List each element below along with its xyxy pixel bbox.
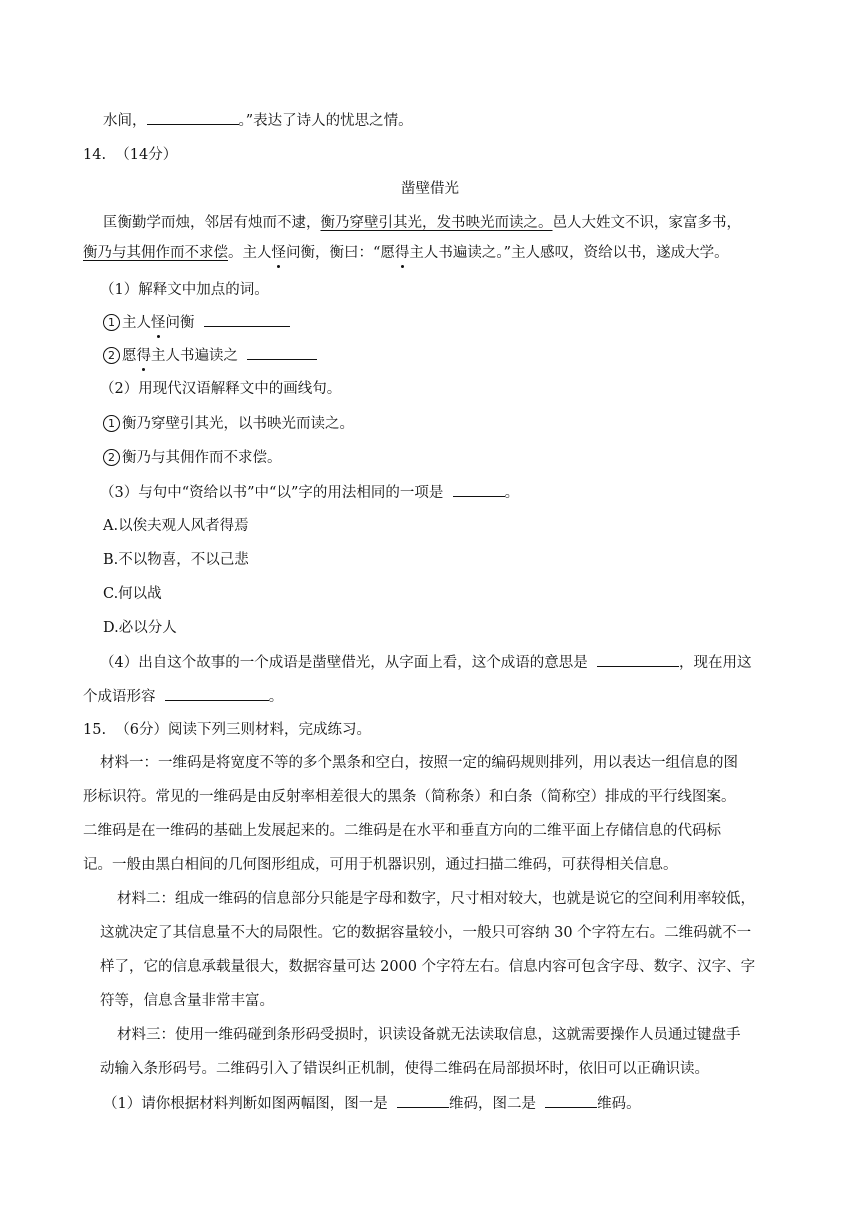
q14-score: （14分）	[115, 147, 178, 163]
question-prompt: （1）请你根据材料判断如图两幅图，图一是	[103, 1096, 388, 1112]
item-text: 愿	[122, 348, 137, 364]
item-text: 主人书遍读之	[151, 348, 238, 364]
material-text: 二维码是在一维码的基础上发展起来的。二维码是在水平和垂直方向的二维平面上存储信息的代码标	[83, 823, 721, 839]
question-prompt: 。	[504, 485, 520, 501]
underlined-sentence-1: 衡乃穿壁引其光，发书映光而读之。	[320, 215, 553, 231]
question-prompt: 维码。	[597, 1096, 641, 1112]
q14-header	[83, 145, 177, 165]
dotted-word-de: 得	[394, 245, 410, 261]
option-b[interactable]	[103, 550, 249, 570]
q14-sub1-item1	[103, 312, 290, 333]
material-2-line	[100, 957, 755, 977]
answer-blank[interactable]	[545, 1093, 597, 1108]
passage-text: 匡衡勤学而烛，邻居有烛而不逮，	[103, 215, 321, 231]
material-1-line	[83, 787, 736, 807]
material-text: 动输入条形码号。二维码引入了错误纠正机制，使得二维码在局部损坏时，依旧可以正确识读。	[100, 1061, 709, 1077]
material-2-line	[100, 923, 751, 943]
answer-blank[interactable]	[597, 652, 679, 667]
q14-sub2-item2	[103, 448, 282, 468]
material-text: 形标识符。常见的一维码是由反射率相差很大的黑条（简称条）和白条（简称空）排成的平行线图案。	[83, 789, 736, 805]
circled-number: 2	[103, 347, 120, 364]
circled-number: 1	[103, 415, 120, 432]
q14-passage-line-1	[103, 213, 741, 233]
passage-title: 凿壁借光	[401, 181, 459, 197]
question-prompt: ，现在用这	[678, 655, 752, 671]
q14-sub1-item2	[103, 345, 317, 366]
q15-number: 15.	[83, 722, 107, 738]
q14-title	[0, 179, 860, 199]
option-d[interactable]	[103, 618, 177, 638]
answer-blank[interactable]	[247, 345, 317, 360]
item-text: 问衡	[165, 315, 195, 331]
option-c[interactable]	[103, 584, 162, 604]
material-3-line	[100, 1059, 709, 1079]
dotted-word-guai: 怪	[271, 245, 286, 261]
item-text: 衡乃与其佣作而不求偿。	[122, 450, 282, 466]
material-1-line	[83, 855, 678, 875]
item-text: 衡乃穿壁引其光，以书映光而读之。	[122, 416, 354, 432]
material-2-line	[117, 889, 755, 909]
q13-tail-line	[103, 110, 413, 131]
option-text: A.以俟夫观人风者得焉	[103, 518, 249, 534]
option-text: B.不以物喜，不以己悲	[103, 552, 249, 568]
q13-tail-text-a: 水间，	[103, 113, 147, 129]
circled-number: 2	[103, 449, 120, 466]
q14-sub1-prompt	[100, 280, 269, 300]
option-text: C.何以战	[103, 586, 162, 602]
underlined-sentence-2: 衡乃与其佣作而不求偿	[83, 245, 228, 261]
answer-blank[interactable]	[453, 482, 505, 497]
q15-header	[83, 720, 371, 740]
material-text: 材料一：一维码是将宽度不等的多个黑条和空白，按照一定的编码规则排列，用以表达一组信息的图	[100, 755, 738, 771]
passage-text: 邑人大姓文不识，家富多书，	[552, 215, 741, 231]
question-prompt: （2）用现代汉语解释文中的画线句。	[100, 381, 342, 397]
dotted-word-de: 得	[136, 348, 151, 364]
material-text: 样了，它的信息承载量很大，数据容量可达 2000 个字符左右。信息内容可包含字母、数字、汉字、字	[100, 959, 756, 975]
q15-intro: （6分）阅读下列三则材料，完成练习。	[115, 722, 372, 738]
answer-blank[interactable]	[204, 312, 290, 327]
dotted-word-guai: 怪	[151, 315, 166, 331]
material-2-line	[100, 991, 274, 1011]
material-1-line	[100, 753, 738, 773]
material-3-line	[117, 1025, 741, 1045]
q14-sub4-line-2	[83, 686, 283, 707]
circled-number: 1	[103, 314, 120, 331]
answer-blank[interactable]	[147, 110, 239, 125]
passage-text: 主人书遍读之。”主人感叹，资给以书，遂成大学。	[409, 245, 729, 261]
option-a[interactable]	[103, 516, 249, 536]
material-text: 材料二：组成一维码的信息部分只能是字母和数字，尺寸相对较大，也就是说它的空间利用率较低，	[117, 891, 755, 907]
question-prompt: 个成语形容	[83, 689, 156, 705]
q14-passage-line-2	[83, 243, 729, 263]
answer-blank[interactable]	[165, 686, 269, 701]
question-prompt: （1）解释文中加点的词。	[100, 282, 269, 298]
q14-number: 14.	[83, 147, 107, 163]
material-text: 记。一般由黑白相间的几何图形组成，可用于机器识别，通过扫描二维码，可获得相关信息。	[83, 857, 678, 873]
q15-sub1	[103, 1093, 641, 1114]
material-text: 材料三：使用一维码碰到条形码受损时，识读设备就无法读取信息，这就需要操作人员通过键盘手	[117, 1027, 741, 1043]
answer-blank[interactable]	[397, 1093, 449, 1108]
item-text: 主人	[122, 315, 151, 331]
question-prompt: （3）与句中“资给以书”中“以”字的用法相同的一项是	[100, 485, 444, 501]
q13-tail-text-b: 。”表达了诗人的忧思之情。	[238, 113, 413, 129]
q14-sub3-prompt	[100, 482, 519, 503]
question-prompt: 。	[268, 689, 284, 705]
passage-text: 。主人	[228, 245, 272, 261]
q14-sub2-prompt	[100, 379, 341, 399]
question-prompt: （4）出自这个故事的一个成语是凿壁借光，从字面上看，这个成语的意思是	[100, 655, 588, 671]
option-text: D.必以分人	[103, 620, 177, 636]
passage-text: 问衡，衡曰：“愿	[286, 245, 395, 261]
material-text: 这就决定了其信息量不大的局限性。它的数据容量较小，一般只可容纳 30 个字符左右。二维码就不一	[100, 925, 752, 941]
question-prompt: 维码，图二是	[448, 1096, 536, 1112]
q14-sub4-line-1	[100, 652, 751, 673]
material-text: 符等，信息含量非常丰富。	[100, 993, 274, 1009]
q14-sub2-item1	[103, 414, 354, 434]
material-1-line	[83, 821, 721, 841]
